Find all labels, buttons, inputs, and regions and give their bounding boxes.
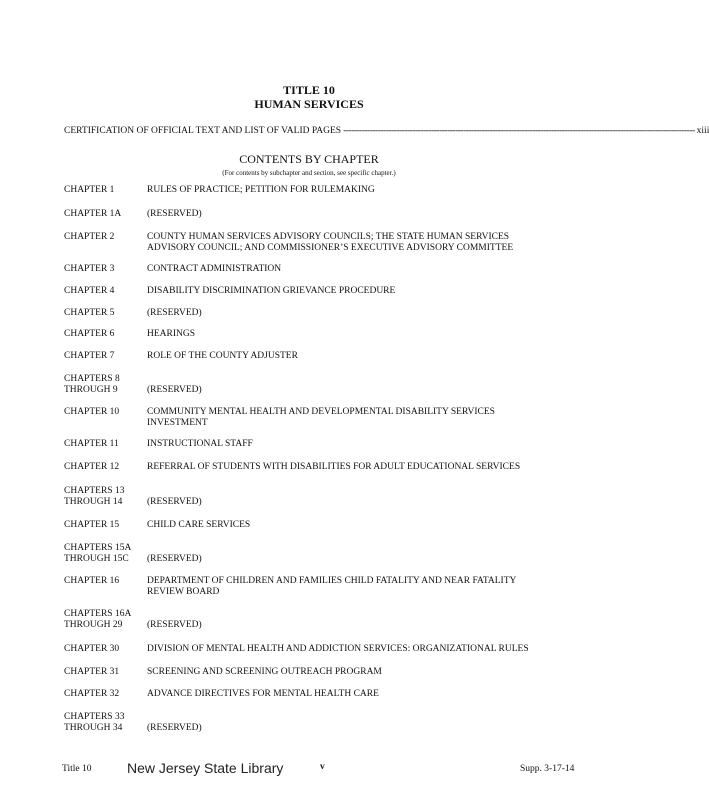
certification-line bbox=[64, 126, 709, 136]
chapter-number: CHAPTERS 13 THROUGH 14 bbox=[64, 486, 125, 507]
leader-dots: ------------------------------------------------------------------------------------------------------------------------------------ bbox=[343, 126, 695, 136]
chapter-number: CHAPTER 31 bbox=[64, 667, 120, 677]
chapter-title: REFERRAL OF STUDENTS WITH DISABILITIES FOR ADULT EDUCATIONAL SERVICES bbox=[147, 462, 521, 472]
chapter-number: CHAPTER 16 bbox=[64, 576, 120, 586]
chapter-row bbox=[64, 232, 554, 254]
chapter-row bbox=[64, 351, 554, 362]
chapter-number: CHAPTERS 8 THROUGH 9 bbox=[64, 374, 120, 395]
chapter-row bbox=[64, 286, 554, 297]
chapter-number: CHAPTER 5 bbox=[64, 308, 115, 318]
chapter-number: CHAPTER 32 bbox=[64, 689, 120, 699]
chapter-number: CHAPTER 30 bbox=[64, 644, 120, 654]
chapter-title: DISABILITY DISCRIMINATION GRIEVANCE PROCEDURE bbox=[147, 286, 396, 296]
chapter-title: (RESERVED) bbox=[147, 620, 202, 630]
chapter-number: CHAPTER 3 bbox=[64, 264, 115, 274]
chapter-number: CHAPTER 1 bbox=[64, 185, 115, 195]
chapter-row bbox=[64, 667, 554, 678]
chapter-title: COMMUNITY MENTAL HEALTH AND DEVELOPMENTAL DISABILITY SERVICES INVESTMENT bbox=[147, 407, 495, 428]
contents-note: (For contents by subchapter and section, see specific chapter.) bbox=[222, 169, 396, 177]
chapter-number: CHAPTER 2 bbox=[64, 232, 115, 242]
chapter-title: (RESERVED) bbox=[147, 497, 202, 507]
chapter-number: CHAPTERS 33 THROUGH 34 bbox=[64, 712, 125, 733]
chapter-title: CONTRACT ADMINISTRATION bbox=[147, 264, 282, 274]
chapter-row bbox=[64, 462, 554, 473]
chapter-title: (RESERVED) bbox=[147, 554, 202, 564]
certification-page: xiii bbox=[696, 126, 709, 136]
chapter-row bbox=[64, 520, 554, 531]
chapter-number: CHAPTER 12 bbox=[64, 462, 120, 472]
chapter-row bbox=[64, 374, 554, 396]
chapter-row bbox=[64, 576, 554, 598]
chapter-title: COUNTY HUMAN SERVICES ADVISORY COUNCILS; THE STATE HUMAN SERVICES ADVISORY COUNCIL; AND COMMISSIONER’S EXECUTIVE ADVISORY COMMITTEE bbox=[147, 232, 514, 253]
chapter-number: CHAPTERS 15A THROUGH 15C bbox=[64, 543, 132, 564]
supplement-date: Supp. 3-17-14 bbox=[520, 764, 575, 774]
chapter-title: (RESERVED) bbox=[147, 385, 202, 395]
chapter-title: CHILD CARE SERVICES bbox=[147, 520, 251, 530]
chapter-title: RULES OF PRACTICE; PETITION FOR RULEMAKING bbox=[147, 185, 375, 195]
library-stamp: New Jersey State Library bbox=[127, 760, 284, 776]
chapter-number: CHAPTERS 16A THROUGH 29 bbox=[64, 609, 132, 630]
chapter-title: DEPARTMENT OF CHILDREN AND FAMILIES CHILD FATALITY AND NEAR FATALITY REVIEW BOARD bbox=[147, 576, 517, 597]
chapter-title: HEARINGS bbox=[147, 329, 196, 339]
chapter-row bbox=[64, 712, 554, 734]
footer-title: Title 10 bbox=[62, 764, 92, 774]
chapter-number: CHAPTER 15 bbox=[64, 520, 120, 530]
chapter-title: INSTRUCTIONAL STAFF bbox=[147, 439, 253, 449]
chapter-number: CHAPTER 4 bbox=[64, 286, 115, 296]
certification-label: CERTIFICATION OF OFFICIAL TEXT AND LIST OF VALID PAGES bbox=[64, 126, 342, 136]
chapter-number: CHAPTER 7 bbox=[64, 351, 115, 361]
chapter-row bbox=[64, 439, 554, 450]
chapter-row bbox=[64, 329, 554, 340]
chapter-row bbox=[64, 689, 554, 700]
document-subtitle: HUMAN SERVICES bbox=[254, 97, 364, 111]
chapter-title: (RESERVED) bbox=[147, 723, 202, 733]
chapter-title: DIVISION OF MENTAL HEALTH AND ADDICTION SERVICES: ORGANIZATIONAL RULES bbox=[147, 644, 529, 654]
chapter-number: CHAPTER 10 bbox=[64, 407, 120, 417]
chapter-row bbox=[64, 407, 554, 429]
chapter-title: (RESERVED) bbox=[147, 209, 202, 219]
chapter-number: CHAPTER 6 bbox=[64, 329, 115, 339]
chapter-number: CHAPTER 1A bbox=[64, 209, 122, 219]
chapter-row bbox=[64, 609, 554, 631]
chapter-row bbox=[64, 264, 554, 275]
contents-heading: CONTENTS BY CHAPTER bbox=[239, 152, 379, 166]
chapter-row bbox=[64, 308, 554, 319]
document-title: TITLE 10 bbox=[283, 83, 335, 97]
chapter-row bbox=[64, 209, 554, 220]
chapter-title: (RESERVED) bbox=[147, 308, 202, 318]
chapter-title: ROLE OF THE COUNTY ADJUSTER bbox=[147, 351, 298, 361]
chapter-number: CHAPTER 11 bbox=[64, 439, 119, 449]
chapter-row bbox=[64, 486, 554, 508]
chapter-title: SCREENING AND SCREENING OUTREACH PROGRAM bbox=[147, 667, 382, 677]
chapter-title: ADVANCE DIRECTIVES FOR MENTAL HEALTH CARE bbox=[147, 689, 379, 699]
chapter-row bbox=[64, 644, 554, 655]
chapter-row bbox=[64, 543, 554, 565]
page-number: v bbox=[320, 762, 325, 772]
chapter-row bbox=[64, 185, 554, 196]
